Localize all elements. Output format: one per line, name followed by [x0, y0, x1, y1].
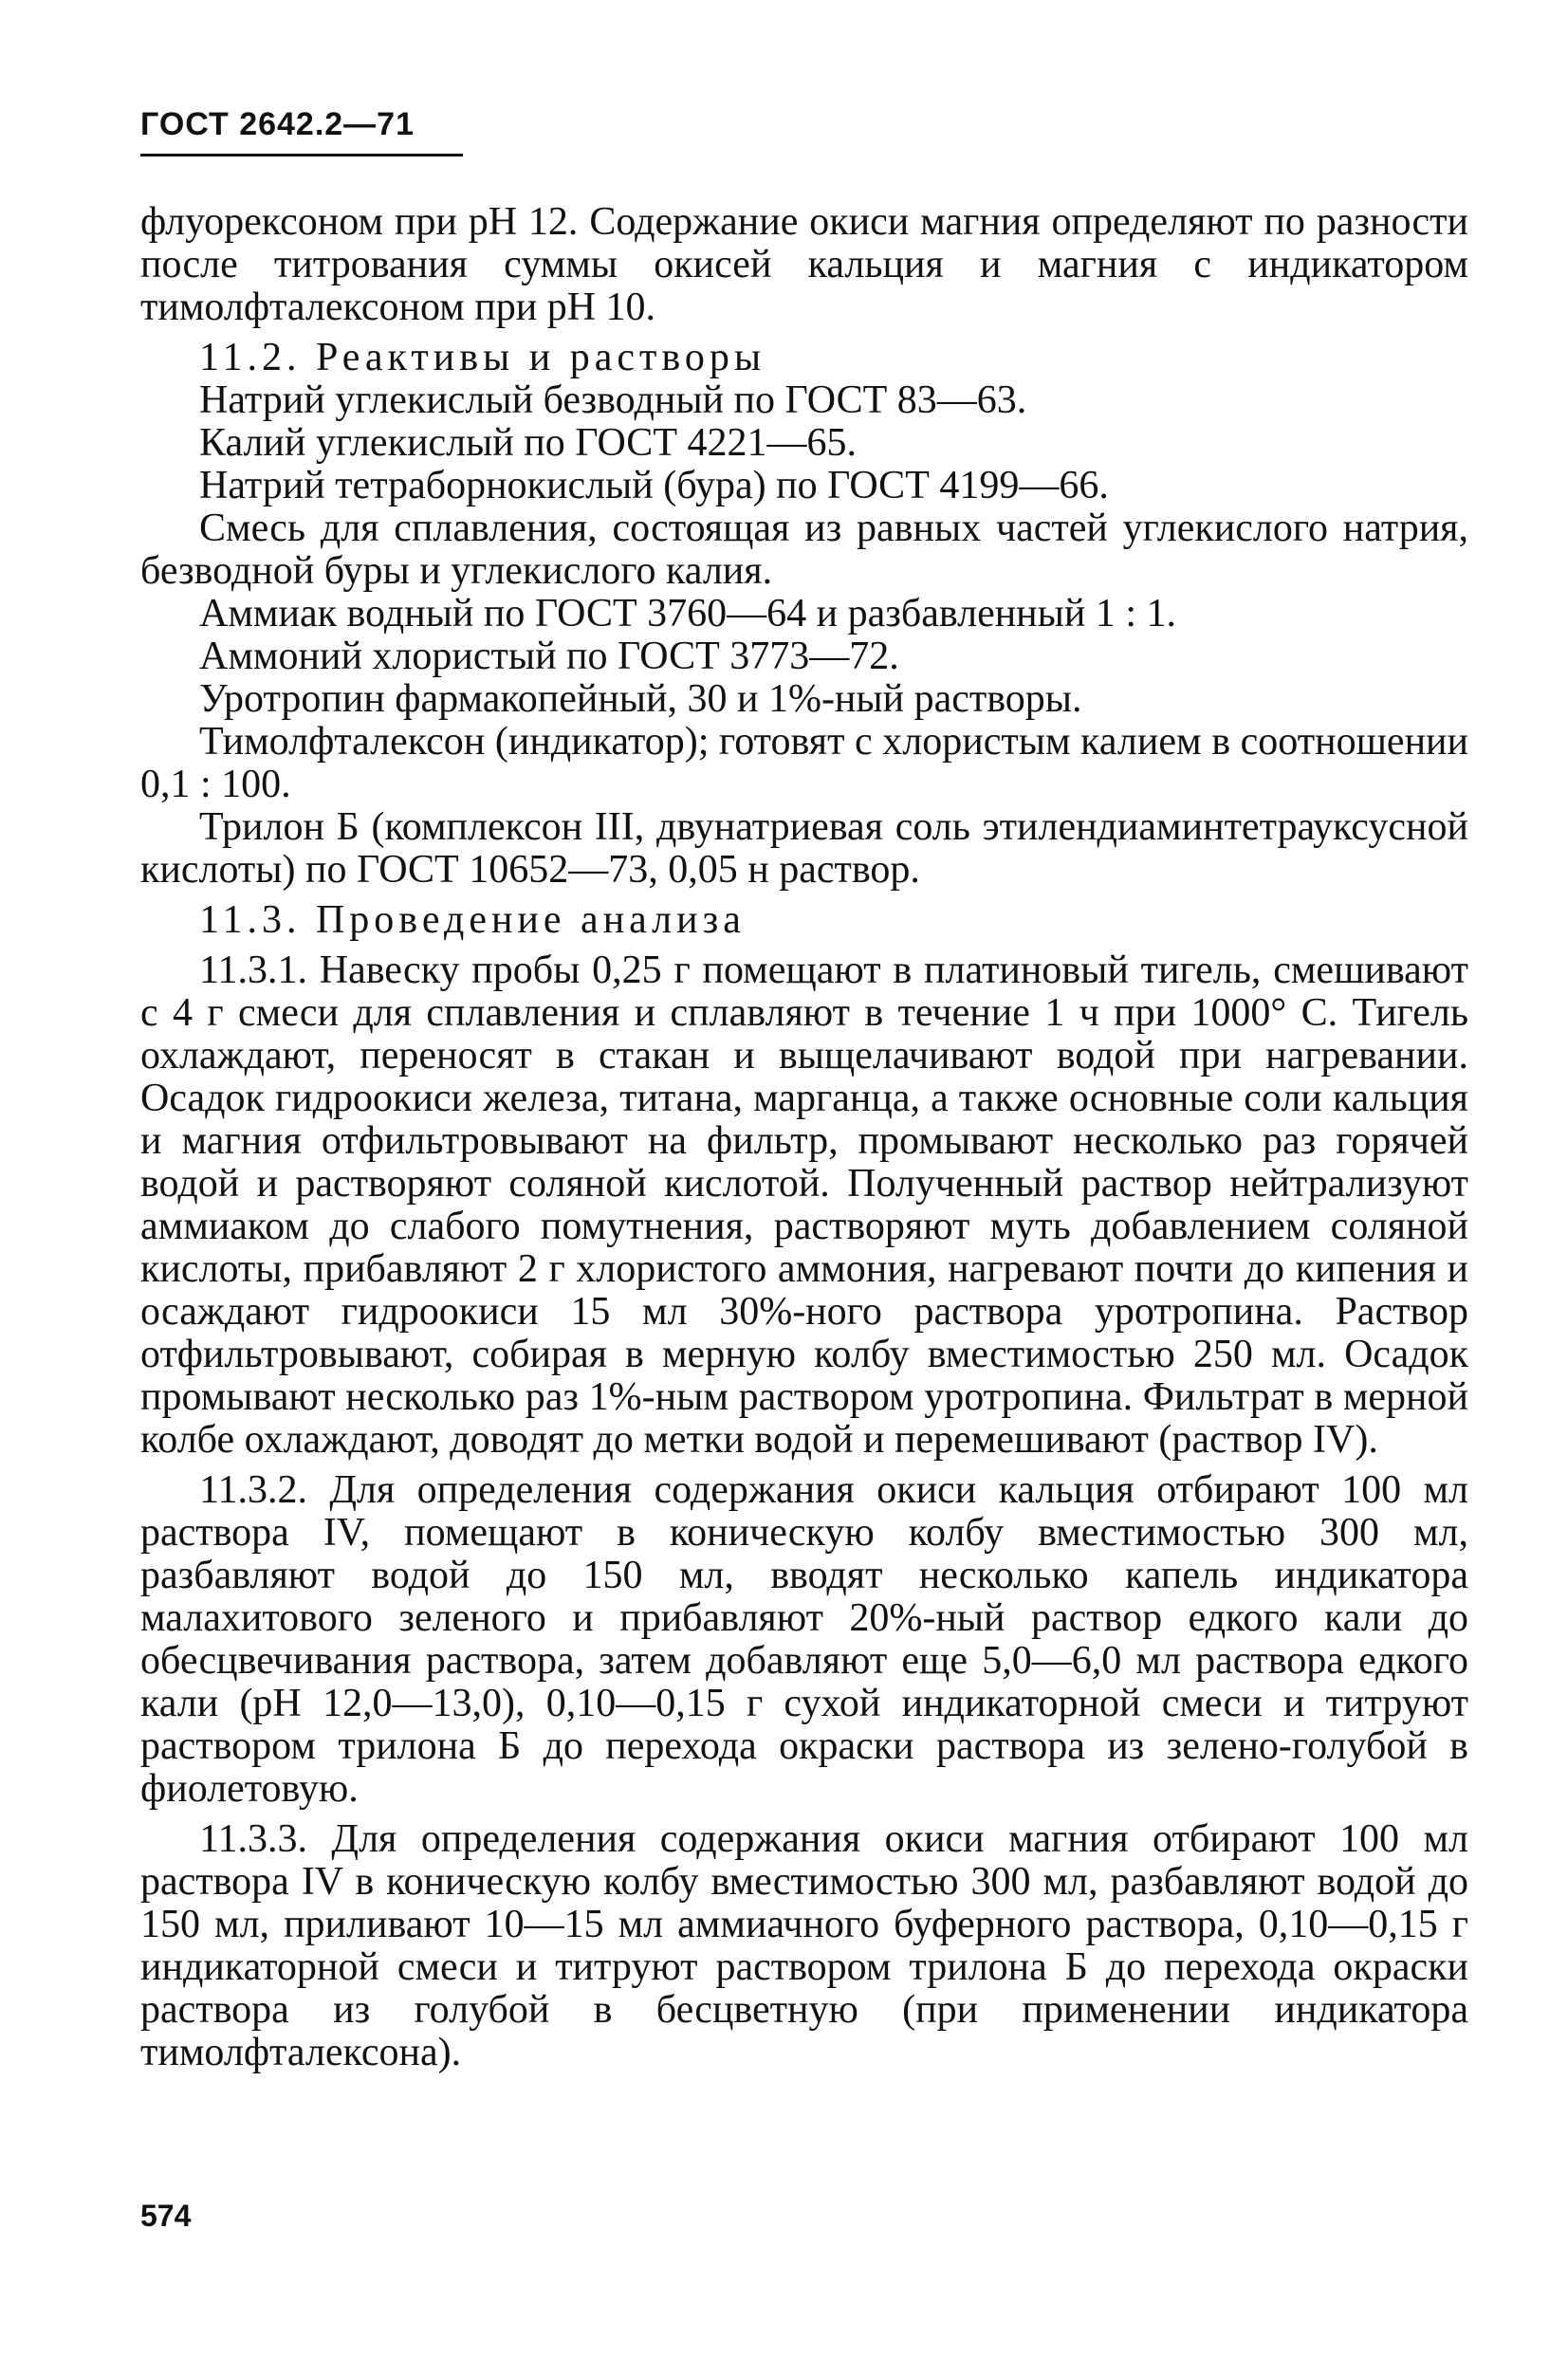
reagent-item: Аммиак водный по ГОСТ 3760—64 и разбавленный 1 : 1.	[199, 592, 1177, 635]
document-header: ГОСТ 2642.2—71	[140, 106, 415, 142]
reagent-item: Натрий углекислый безводный по ГОСТ 83—63.	[199, 378, 1027, 422]
reagent-item: Трилон Б (комплексон III, двунатриевая соль этилендиаминтетрауксусной кислоты) по ГОСТ 10652—73, 0,05 н раствор.	[140, 805, 1468, 892]
section-heading-11-2: 11.2. Реактивы и растворы	[199, 336, 766, 379]
paragraph-11-3-3: 11.3.3. Для определения содержания окиси магния отбирают 100 мл раствора IV в коническую колбу вместимостью 300 мл, разбавляют водой до 150 мл, приливают 10—15 мл аммиачного буферного раствора, 0,10—0,15 г индикаторной смеси и титруют раствором трилона Б до перехода окраски раствора из голубой в бесцветную (при применении индикатора тимолфталексона).	[140, 1817, 1468, 2074]
paragraph-11-3-2: 11.3.2. Для определения содержания окиси кальция отбирают 100 мл раствора IV, помещают в коническую колбу вместимостью 300 мл, разбавляют водой до 150 мл, вводят несколько капель индикатора малахитового зеленого и прибавляют 20%-ный раствор едкого кали до обесцвечивания раствора, затем добавляют еще 5,0—6,0 мл раствора едкого кали (pH 12,0—13,0), 0,10—0,15 г сухой индикаторной смеси и титруют раствором трилона Б до перехода окраски раствора из зелено-голубой в фиолетовую.	[140, 1468, 1468, 1811]
reagent-item: Смесь для сплавления, состоящая из равных частей углекислого натрия, безводной буры и углекислого калия.	[140, 507, 1468, 593]
section-heading-11-3: 11.3. Проведение анализа	[199, 898, 746, 942]
reagent-item: Натрий тетраборнокислый (бура) по ГОСТ 4199—66.	[199, 464, 1109, 507]
paragraph-11-3-1: 11.3.1. Навеску пробы 0,25 г помещают в платиновый тигель, смешивают с 4 г смеси для сплавления и сплавляют в течение 1 ч при 1000° С. Тигель охлаждают, переносят в стакан и выщелачивают водой при нагревании. Осадок гидроокиси железа, титана, марганца, а также основные соли кальция и магния отфильтровывают на фильтр, промывают несколько раз горячей водой и растворяют соляной кислотой. Полученный раствор нейтрализуют аммиаком до слабого помутнения, растворяют муть добавлением соляной кислоты, прибавляют 2 г хлористого аммония, нагревают почти до кипения и осаждают гидроокиси 15 мл 30%-ного раствора уротропина. Раствор отфильтровывают, собирая в мерную колбу вместимостью 250 мл. Осадок промывают несколько раз 1%-ным раствором уротропина. Фильтрат в мерной колбе охлаждают, доводят до метки водой и перемешивают (раствор IV).	[140, 949, 1468, 1462]
header-underline	[140, 154, 463, 157]
document-body	[140, 201, 1468, 2074]
page-number: 574	[140, 2199, 192, 2233]
reagent-item: Уротропин фармакопейный, 30 и 1%-ный растворы.	[199, 677, 1082, 721]
paragraph-intro: флуорексоном при pH 12. Содержание окиси магния определяют по разности после титрования суммы окисей кальция и магния с индикатором тимолфталексоном при pH 10.	[140, 200, 1468, 329]
reagent-item: Калий углекислый по ГОСТ 4221—65.	[199, 421, 857, 465]
reagent-item: Аммоний хлористый по ГОСТ 3773—72.	[199, 635, 899, 678]
reagent-item: Тимолфталексон (индикатор); готовят с хлористым калием в соотношении 0,1 : 100.	[140, 720, 1468, 806]
